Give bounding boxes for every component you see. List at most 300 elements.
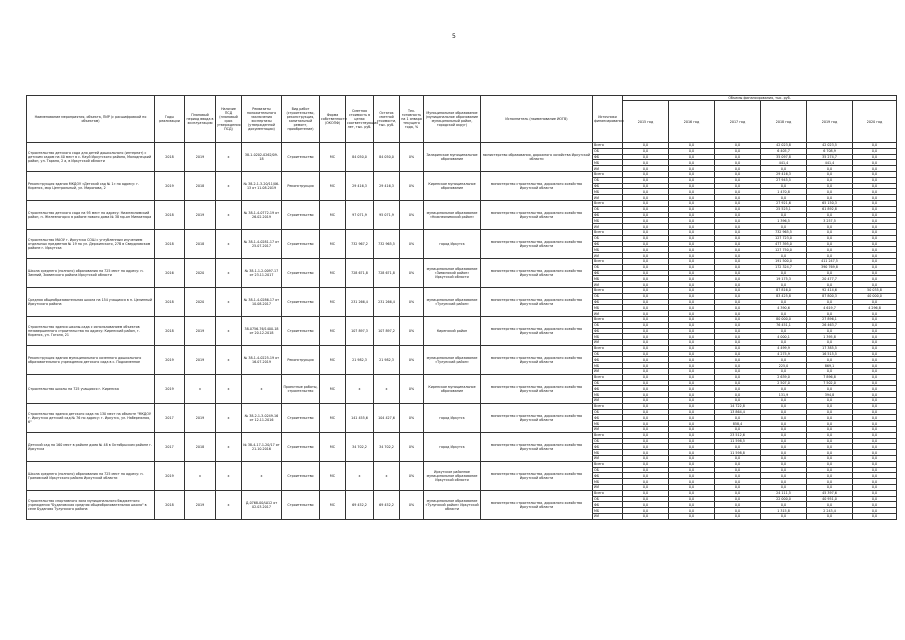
- fin-value: 0,0: [761, 432, 807, 438]
- object-municipality: Иркутское районное муниципальное образование Иркутской области: [424, 461, 481, 490]
- fin-value: 0,0: [715, 490, 761, 496]
- fin-value: 0,0: [853, 380, 897, 386]
- source-label: Всего: [593, 229, 623, 235]
- header-year: 2020 год: [853, 101, 897, 143]
- fin-value: 0,0: [669, 247, 715, 253]
- object-expertise: № 38-1-4-0286-17 от 10.08.2017: [242, 287, 282, 316]
- fin-value: 0,0: [715, 345, 761, 351]
- fin-value: 0,0: [807, 398, 853, 404]
- source-label: ИИ: [593, 398, 623, 404]
- fin-value: 0,0: [853, 461, 897, 467]
- source-label: ОБ: [593, 206, 623, 212]
- fin-value: 0,0: [853, 270, 897, 276]
- object-name: Строительство детского сада на 95 мест по адресу: Нижнеилимский район, п. Железногорск в районе нового дома № 38 мр-он Миниатюра: [27, 200, 155, 229]
- object-work-type: Строительство: [282, 316, 320, 345]
- object-executor: министерство строительства, дорожного хозяйства Иркутской области: [481, 287, 593, 316]
- fin-value: 0,0: [853, 432, 897, 438]
- fin-value: 11 598,5: [715, 438, 761, 444]
- fin-value: 0,0: [669, 258, 715, 264]
- fin-value: 0,0: [807, 386, 853, 392]
- fin-value: 0,0: [669, 398, 715, 404]
- fin-value: 0,0: [623, 485, 669, 491]
- fin-value: 0,0: [669, 224, 715, 230]
- fin-value: 0,0: [807, 282, 853, 288]
- fin-value: 131,9: [761, 392, 807, 398]
- fin-value: 0,0: [807, 311, 853, 317]
- table-header: [27, 96, 897, 143]
- fin-value: 0,0: [669, 345, 715, 351]
- fin-value: 0,0: [761, 386, 807, 392]
- object-years: 2018: [155, 316, 185, 345]
- object-remainder: 231 266,4: [374, 287, 400, 316]
- source-label: МБ: [593, 363, 623, 369]
- object-psd: x: [216, 403, 242, 432]
- object-ownership: МС: [320, 461, 346, 490]
- fin-value: 25 525,1: [761, 206, 807, 212]
- fin-value: 40 951,0: [807, 496, 853, 502]
- fin-value: 0,0: [715, 276, 761, 282]
- fin-value: 0,0: [623, 398, 669, 404]
- object-expertise: 38-1-0202-0262/09-18: [242, 143, 282, 172]
- fin-value: 0,0: [853, 514, 897, 520]
- source-label: МБ: [593, 305, 623, 311]
- source-label: ИИ: [593, 340, 623, 346]
- source-label: Всего: [593, 287, 623, 293]
- source-label: ИИ: [593, 195, 623, 201]
- fin-value: 0,0: [669, 166, 715, 172]
- fin-value: 0,0: [761, 183, 807, 189]
- fin-value: 0,0: [715, 195, 761, 201]
- object-remainder: 728 671,8: [374, 258, 400, 287]
- object-ownership: МС: [320, 345, 346, 374]
- fin-value: 1 470,8: [761, 189, 807, 195]
- fin-value: 0,0: [715, 148, 761, 154]
- fin-value: 92 414,6: [807, 287, 853, 293]
- fin-value: 0,0: [761, 479, 807, 485]
- object-remainder: 107 897,2: [374, 316, 400, 345]
- fin-value: 0,0: [669, 235, 715, 241]
- object-psd: x: [216, 287, 242, 316]
- fin-value: 23 512,6: [715, 432, 761, 438]
- object-readiness: 0%: [400, 403, 424, 432]
- fin-value: 0,0: [761, 195, 807, 201]
- object-ownership: МС: [320, 316, 346, 345]
- fin-value: 0,0: [807, 224, 853, 230]
- fin-value: 0,0: [623, 508, 669, 514]
- fin-value: 0,0: [807, 166, 853, 172]
- fin-value: 0,0: [807, 473, 853, 479]
- source-label: ФБ: [593, 212, 623, 218]
- fin-value: 0,0: [853, 183, 897, 189]
- source-label: Всего: [593, 403, 623, 409]
- fin-value: 0,0: [623, 340, 669, 346]
- object-work-type: Строительство: [282, 490, 320, 519]
- object-municipality: муниципальное образование «Нижнеилимский район»: [424, 200, 481, 229]
- object-executor: министерство строительства, дорожного хозяйства Иркутской области: [481, 345, 593, 374]
- source-label: ОБ: [593, 380, 623, 386]
- fin-value: 0,0: [761, 398, 807, 404]
- source-label: ФБ: [593, 473, 623, 479]
- fin-value: 0,0: [853, 276, 897, 282]
- fin-value: 0,0: [853, 311, 897, 317]
- fin-value: 0,0: [807, 403, 853, 409]
- fin-value: 0,0: [853, 235, 897, 241]
- fin-value: 0,0: [623, 328, 669, 334]
- object-psd: x: [216, 461, 242, 490]
- object-municipality: Заларинское муниципальное образование: [424, 143, 481, 172]
- fin-value: 2 639,0: [761, 374, 807, 380]
- object-name: Строительство здания детского сада на 130 мест на объекте "МКДОУ г. Иркутска детский сад № 76 по адресу: г. Иркутск, ул. Набережная, 6": [27, 403, 155, 432]
- source-label: МБ: [593, 218, 623, 224]
- fin-value: 0,0: [715, 305, 761, 311]
- fin-value: 4 000,1: [761, 334, 807, 340]
- source-label: ИИ: [593, 282, 623, 288]
- fin-value: 0,0: [669, 369, 715, 375]
- fin-value: 0,0: [669, 189, 715, 195]
- fin-value: 0,0: [669, 380, 715, 386]
- fin-value: 0,0: [715, 334, 761, 340]
- fin-value: 0,0: [623, 432, 669, 438]
- header-period: Плановый период ввода в эксплуатацию: [185, 96, 216, 143]
- object-municipality: город Иркутск: [424, 432, 481, 461]
- fin-value: 0,0: [669, 351, 715, 357]
- object-readiness: 0%: [400, 143, 424, 172]
- fin-value: 0,0: [715, 392, 761, 398]
- object-executor: министерство строительства, дорожного хозяйства Иркутской области: [481, 316, 593, 345]
- header-municipality: Муниципальное образование (муниципальное образование муниципальный район, городской округ): [424, 96, 481, 143]
- fin-value: 0,0: [853, 357, 897, 363]
- fin-value: 0,0: [623, 444, 669, 450]
- fin-value: 0,0: [761, 409, 807, 415]
- object-work-type: Строительство: [282, 229, 320, 258]
- fin-value: 0,0: [761, 456, 807, 462]
- object-period: 2019: [185, 316, 216, 345]
- fin-value: 0,0: [853, 241, 897, 247]
- fin-value: 0,0: [761, 450, 807, 456]
- fin-value: 50 035,8: [853, 287, 897, 293]
- program-table: [26, 95, 897, 520]
- fin-value: 0,0: [853, 490, 897, 496]
- object-work-type: Строительство: [282, 143, 320, 172]
- object-readiness: 0%: [400, 287, 424, 316]
- fin-value: 0,0: [623, 299, 669, 305]
- fin-value: 0,0: [623, 177, 669, 183]
- object-work-type: Строительство: [282, 403, 320, 432]
- fin-value: 0,0: [761, 461, 807, 467]
- fin-value: 0,0: [807, 328, 853, 334]
- fin-value: 0,0: [761, 444, 807, 450]
- fin-value: 0,0: [761, 224, 807, 230]
- fin-value: 869,1: [807, 363, 853, 369]
- source-label: ОБ: [593, 177, 623, 183]
- fin-value: 0,0: [853, 148, 897, 154]
- fin-value: 0,0: [669, 444, 715, 450]
- object-years: 2018: [155, 287, 185, 316]
- object-municipality: Киренский район: [424, 316, 481, 345]
- source-label: ОБ: [593, 467, 623, 473]
- fin-value: 0,0: [853, 154, 897, 160]
- fin-value: 0,0: [715, 473, 761, 479]
- object-name: Средняя общеобразовательная школа на 154 учащихся в п. Целинный Иркутского района: [27, 287, 155, 316]
- object-readiness: 0%: [400, 490, 424, 519]
- object-executor: министерство образования, дорожного хозяйства Иркутской области: [481, 143, 593, 172]
- header-source: Источники финансирования: [593, 96, 623, 143]
- fin-value: 0,0: [715, 461, 761, 467]
- object-period: 2018: [185, 229, 216, 258]
- object-psd: x: [216, 171, 242, 200]
- fin-value: 0,0: [715, 386, 761, 392]
- object-municipality: Киренское муниципальное образование: [424, 374, 481, 403]
- fin-value: 0,0: [669, 287, 715, 293]
- fin-value: 0,0: [623, 363, 669, 369]
- fin-value: 858,4: [715, 421, 761, 427]
- object-municipality: муниципальное образование «Тулунский район»: [424, 345, 481, 374]
- fin-value: 0,0: [623, 374, 669, 380]
- fin-value: 0,0: [715, 293, 761, 299]
- fin-value: 0,0: [853, 212, 897, 218]
- fin-value: 0,0: [853, 392, 897, 398]
- fin-value: 0,0: [715, 299, 761, 305]
- object-executor: министерство строительства, дорожного хозяйства Иркутской области: [481, 200, 593, 229]
- fin-value: 0,0: [853, 508, 897, 514]
- fin-value: 441,4: [807, 160, 853, 166]
- fin-value: 0,0: [623, 293, 669, 299]
- fin-value: 0,0: [715, 496, 761, 502]
- object-years: 2019: [155, 171, 185, 200]
- fin-value: 87 800,3: [807, 293, 853, 299]
- fin-value: 7 896,8: [807, 374, 853, 380]
- fin-value: 0,0: [715, 340, 761, 346]
- fin-value: 0,0: [807, 270, 853, 276]
- fin-value: 0,0: [853, 421, 897, 427]
- source-label: Всего: [593, 461, 623, 467]
- object-executor: министерство строительства, дорожного хозяйства Иркутской области: [481, 374, 593, 403]
- fin-value: 0,0: [853, 427, 897, 433]
- fin-value: 0,0: [669, 328, 715, 334]
- fin-value: 0,0: [853, 409, 897, 415]
- fin-value: 0,0: [853, 206, 897, 212]
- object-years: 2017: [155, 432, 185, 461]
- fin-value: 0,0: [853, 299, 897, 305]
- fin-value: 0,0: [669, 386, 715, 392]
- object-estimate: x: [346, 461, 374, 490]
- fin-value: 0,0: [807, 171, 853, 177]
- fin-value: 0,0: [715, 241, 761, 247]
- fin-value: 0,0: [715, 380, 761, 386]
- fin-value: 0,0: [715, 485, 761, 491]
- fin-value: 0,0: [715, 514, 761, 520]
- fin-value: 0,0: [853, 143, 897, 149]
- header-work-type: Вид работ (строительство, реконструкция, капитальный ремонт, приобретение): [282, 96, 320, 143]
- fin-value: 27 896,1: [807, 316, 853, 322]
- fin-value: 0,0: [807, 189, 853, 195]
- source-label: ИИ: [593, 427, 623, 433]
- object-work-type: Строительство: [282, 432, 320, 461]
- source-label: МБ: [593, 421, 623, 427]
- fin-value: 0,0: [669, 270, 715, 276]
- object-executor: министерство строительства, дорожного хозяйства Иркутской области: [481, 432, 593, 461]
- fin-value: 0,0: [623, 490, 669, 496]
- fin-value: 0,0: [623, 438, 669, 444]
- fin-value: 0,0: [715, 398, 761, 404]
- fin-value: 0,0: [669, 293, 715, 299]
- source-label: Всего: [593, 374, 623, 380]
- fin-value: 0,0: [669, 241, 715, 247]
- fin-value: 83 425,8: [761, 293, 807, 299]
- fin-value: 0,0: [623, 276, 669, 282]
- fin-value: 0,0: [669, 212, 715, 218]
- fin-value: 11 598,8: [715, 450, 761, 456]
- fin-value: 0,0: [623, 229, 669, 235]
- fin-value: 0,0: [623, 380, 669, 386]
- fin-value: 0,0: [715, 351, 761, 357]
- fin-value: 0,0: [715, 316, 761, 322]
- fin-value: 0,0: [623, 316, 669, 322]
- fin-value: 0,0: [623, 461, 669, 467]
- fin-value: 0,0: [623, 421, 669, 427]
- fin-value: 0,0: [807, 241, 853, 247]
- fin-value: 0,0: [669, 485, 715, 491]
- fin-value: 0,0: [669, 334, 715, 340]
- fin-value: 0,0: [807, 461, 853, 467]
- header-expertise: Реквизиты положительного заключения экспертизы (утвержденной документации): [242, 96, 282, 143]
- fin-value: 0,0: [669, 340, 715, 346]
- object-work-type: Строительство: [282, 200, 320, 229]
- fin-value: 0,0: [807, 479, 853, 485]
- page-number: 5: [452, 33, 456, 40]
- fin-value: 0,0: [715, 235, 761, 241]
- source-label: ИИ: [593, 166, 623, 172]
- fin-value: 0,0: [623, 258, 669, 264]
- source-label: ФБ: [593, 328, 623, 334]
- object-years: 2018: [155, 200, 185, 229]
- fin-value: 0,0: [761, 328, 807, 334]
- fin-value: 0,0: [623, 415, 669, 421]
- fin-value: 0,0: [669, 363, 715, 369]
- object-expertise: № 38-2-1-3-0249-16 от 12.11.2016: [242, 403, 282, 432]
- fin-value: 0,0: [853, 282, 897, 288]
- object-period: 2020: [185, 287, 216, 316]
- object-expertise: 38-0756-76/1400-18 от 20.12.2018: [242, 316, 282, 345]
- object-period: 2020: [185, 258, 216, 287]
- object-years: 2018: [155, 229, 185, 258]
- fin-value: 0,0: [715, 206, 761, 212]
- object-estimate: 84 050,0: [346, 143, 374, 172]
- fin-value: 0,0: [807, 195, 853, 201]
- fin-value: 35 097,8: [761, 154, 807, 160]
- fin-value: 0,0: [715, 166, 761, 172]
- object-ownership: МС: [320, 258, 346, 287]
- object-name: Детский сад на 160 мест в районе дома № 48 в Октябрьском районе г. Иркутска: [27, 432, 155, 461]
- fin-value: 0,0: [623, 282, 669, 288]
- fin-value: 0,0: [623, 171, 669, 177]
- fin-value: 0,0: [669, 305, 715, 311]
- fin-value: 42 023,8: [761, 143, 807, 149]
- header-year: 2015 год: [623, 101, 669, 143]
- fin-value: 0,0: [623, 467, 669, 473]
- fin-value: 0,0: [807, 415, 853, 421]
- fin-value: 0,0: [715, 183, 761, 189]
- fin-value: 127 723,0: [761, 235, 807, 241]
- fin-value: 0,0: [715, 415, 761, 421]
- fin-value: 0,0: [623, 270, 669, 276]
- object-years: 2019: [155, 461, 185, 490]
- fin-value: 0,0: [715, 374, 761, 380]
- source-label: ИИ: [593, 369, 623, 375]
- object-period: 2018: [185, 171, 216, 200]
- fin-value: 0,0: [623, 351, 669, 357]
- fin-value: 0,0: [715, 369, 761, 375]
- object-readiness: 0%: [400, 200, 424, 229]
- object-readiness: 0%: [400, 345, 424, 374]
- object-ownership: МС: [320, 200, 346, 229]
- object-remainder: 104 427,6: [374, 403, 400, 432]
- fin-value: 0,0: [669, 200, 715, 206]
- object-ownership: МС: [320, 490, 346, 519]
- fin-value: 0,0: [623, 479, 669, 485]
- object-readiness: 0%: [400, 229, 424, 258]
- fin-value: 0,0: [715, 200, 761, 206]
- fin-value: 0,0: [623, 241, 669, 247]
- fin-value: 0,0: [623, 456, 669, 462]
- fin-value: 0,0: [669, 299, 715, 305]
- fin-value: 6 405,7: [761, 148, 807, 154]
- fin-value: 0,0: [623, 287, 669, 293]
- fin-value: 0,0: [669, 456, 715, 462]
- source-label: ОБ: [593, 235, 623, 241]
- object-municipality: город Иркутск: [424, 229, 481, 258]
- fin-value: 732 965,5: [761, 229, 807, 235]
- fin-value: 0,0: [807, 427, 853, 433]
- fin-value: 0,0: [623, 224, 669, 230]
- fin-value: 0,0: [715, 427, 761, 433]
- object-ownership: МС: [320, 374, 346, 403]
- header-remainder: Остаток сметной стоимости, тыс. руб.: [374, 96, 400, 143]
- header-fin-volume: Объемы финансирования, тыс. руб.: [623, 96, 897, 101]
- fin-value: 0,0: [761, 485, 807, 491]
- object-readiness: 0%: [400, 432, 424, 461]
- object-ownership: МС: [320, 229, 346, 258]
- object-name: Школа среднего (полного) образования на 725 мест по адресу: п. Грановский Иркутского района Иркутской области: [27, 461, 155, 490]
- fin-value: 0,0: [715, 328, 761, 334]
- fin-value: 394,8: [807, 392, 853, 398]
- fin-value: 0,0: [669, 154, 715, 160]
- header-years: Годы реализации: [155, 96, 185, 143]
- fin-value: 0,0: [623, 189, 669, 195]
- fin-value: 0,0: [715, 363, 761, 369]
- source-label: ОБ: [593, 293, 623, 299]
- fin-value: 0,0: [853, 473, 897, 479]
- fin-value: 0,0: [623, 392, 669, 398]
- fin-value: 0,0: [715, 311, 761, 317]
- object-remainder: 34 702,2: [374, 432, 400, 461]
- fin-value: 0,0: [853, 264, 897, 270]
- object-estimate: 21 982,3: [346, 345, 374, 374]
- fin-value: 0,0: [761, 427, 807, 433]
- header-executor: Исполнитель (наименование ИОГВ): [481, 96, 593, 143]
- fin-value: 13 864,4: [715, 409, 761, 415]
- fin-value: 80 000,0: [761, 316, 807, 322]
- fin-value: 0,0: [853, 195, 897, 201]
- source-label: МБ: [593, 160, 623, 166]
- fin-value: 27 921,6: [761, 200, 807, 206]
- object-estimate: 34 702,2: [346, 432, 374, 461]
- fin-value: 0,0: [761, 212, 807, 218]
- fin-value: 61 892,8: [807, 206, 853, 212]
- fin-value: 0,0: [807, 299, 853, 305]
- fin-value: 0,0: [715, 154, 761, 160]
- fin-value: 0,0: [623, 403, 669, 409]
